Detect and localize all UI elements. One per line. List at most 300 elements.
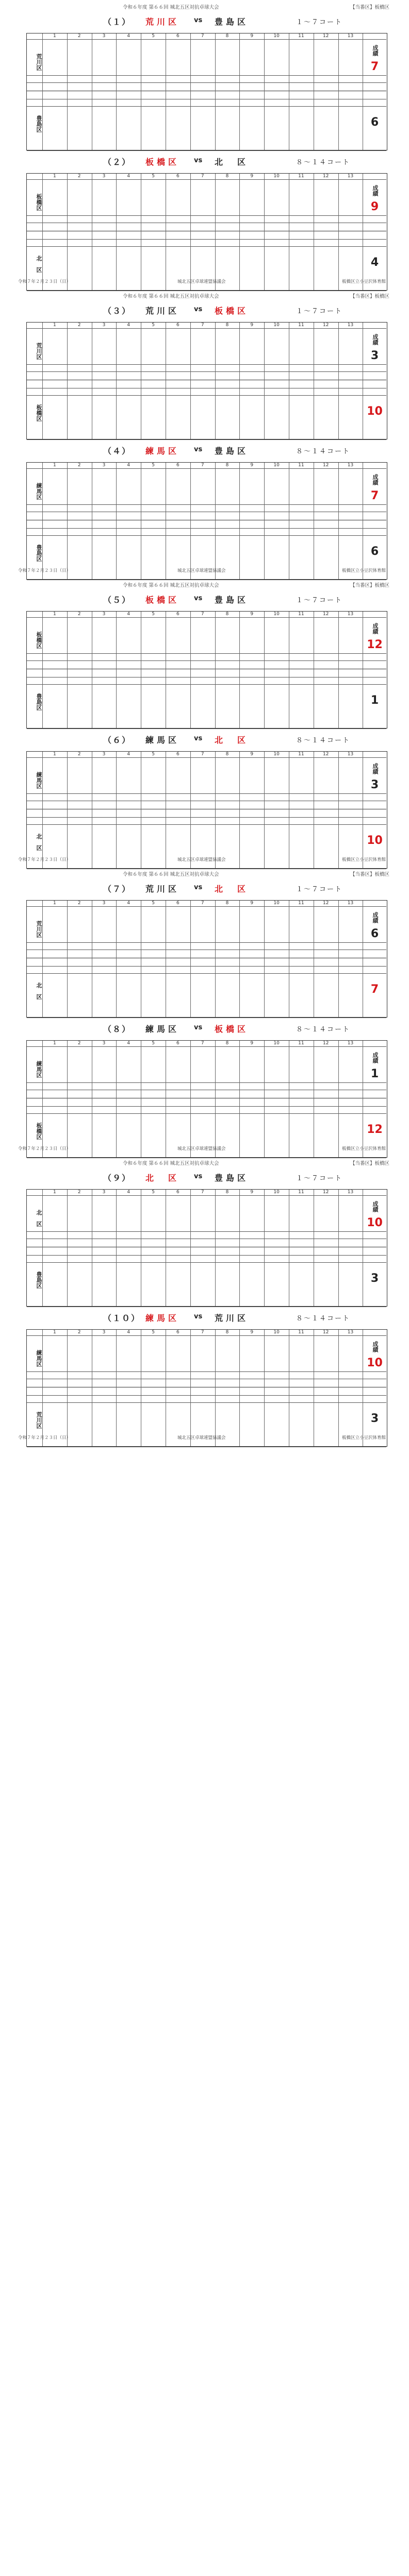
table-column-divider bbox=[190, 901, 191, 1017]
table-column-divider bbox=[116, 1330, 117, 1446]
column-number: 1 bbox=[53, 463, 56, 468]
column-number: 4 bbox=[127, 612, 130, 617]
table-column-divider bbox=[239, 752, 240, 868]
table-column-divider bbox=[190, 752, 191, 868]
table-row bbox=[27, 661, 386, 669]
column-number: 9 bbox=[250, 1041, 254, 1046]
table-column-divider bbox=[239, 612, 240, 728]
column-number: 9 bbox=[250, 174, 254, 179]
match-title bbox=[0, 733, 409, 746]
venue-name: 板橋区立小豆沢体育館 bbox=[341, 1435, 386, 1440]
table-column-divider bbox=[42, 174, 43, 290]
column-number: 12 bbox=[322, 1330, 329, 1335]
result-label: 成績 bbox=[372, 334, 379, 345]
table-row bbox=[27, 529, 386, 536]
organizer-name: 城北五区卓球連盟協議会 bbox=[177, 1146, 226, 1151]
table-row bbox=[27, 1396, 386, 1403]
column-number: 1 bbox=[53, 612, 56, 617]
column-number: 10 bbox=[273, 323, 280, 328]
column-number: 5 bbox=[152, 323, 155, 328]
team-b-score: 6 bbox=[370, 116, 379, 129]
table-column-divider bbox=[190, 323, 191, 439]
organizer-name: 城北五区卓球連盟協議会 bbox=[177, 857, 226, 862]
column-number: 10 bbox=[273, 1330, 280, 1335]
organizer-name: 城北五区卓球連盟協議会 bbox=[177, 1435, 226, 1440]
team-a-label: 荒川区 bbox=[36, 342, 42, 360]
match-title bbox=[0, 882, 409, 895]
host-ward-tag: 【当番区】板橋区 bbox=[350, 583, 389, 588]
score-table bbox=[26, 1189, 387, 1307]
table-column-divider bbox=[42, 752, 43, 868]
table-column-divider bbox=[67, 1330, 68, 1446]
match-number: （１） bbox=[103, 17, 132, 27]
score-table bbox=[26, 33, 387, 150]
column-number: 3 bbox=[102, 612, 106, 617]
column-number: 11 bbox=[298, 33, 304, 39]
match-title bbox=[0, 14, 409, 28]
column-number: 1 bbox=[53, 323, 56, 328]
column-number: 13 bbox=[347, 1190, 354, 1195]
column-number: 6 bbox=[176, 901, 179, 906]
result-label: 成績 bbox=[372, 623, 379, 634]
column-number: 8 bbox=[225, 752, 229, 757]
team-a-name: 練馬区 bbox=[145, 1024, 180, 1034]
table-column-divider bbox=[338, 752, 339, 868]
table-column-divider bbox=[67, 323, 68, 439]
column-number: 4 bbox=[127, 174, 130, 179]
team-a-score: 6 bbox=[370, 927, 379, 940]
team-b-name: 豊島区 bbox=[215, 1173, 249, 1183]
table-row bbox=[27, 40, 386, 76]
column-number: 10 bbox=[273, 752, 280, 757]
table-column-divider bbox=[338, 174, 339, 290]
team-b-score: 7 bbox=[370, 983, 379, 996]
column-number: 5 bbox=[152, 1190, 155, 1195]
table-column-divider bbox=[67, 1190, 68, 1306]
column-number: 12 bbox=[322, 463, 329, 468]
team-b-label: 板橋区 bbox=[36, 1122, 42, 1140]
table-column-divider bbox=[264, 33, 265, 150]
column-number: 3 bbox=[102, 463, 106, 468]
column-number: 13 bbox=[347, 752, 354, 757]
table-column-divider bbox=[116, 1190, 117, 1306]
column-number: 3 bbox=[102, 323, 106, 328]
score-table bbox=[26, 462, 387, 580]
column-number: 11 bbox=[298, 323, 304, 328]
table-row bbox=[27, 618, 386, 654]
team-b-label: 荒川区 bbox=[36, 1411, 42, 1429]
table-column-divider bbox=[338, 33, 339, 150]
vs-label: vs bbox=[194, 1173, 203, 1180]
column-number: 11 bbox=[298, 752, 304, 757]
column-number: 6 bbox=[176, 752, 179, 757]
team-a-score: 7 bbox=[370, 489, 379, 502]
match-title bbox=[0, 444, 409, 457]
table-column-divider bbox=[116, 612, 117, 728]
sheet-header bbox=[0, 3, 409, 12]
team-a-label: 板橋区 bbox=[36, 193, 42, 211]
column-number: 1 bbox=[53, 1190, 56, 1195]
result-label: 成績 bbox=[372, 1052, 379, 1063]
table-row bbox=[27, 1247, 386, 1256]
match-number: （９） bbox=[103, 1173, 132, 1183]
column-number: 2 bbox=[77, 33, 81, 39]
table-column-divider bbox=[239, 174, 240, 290]
column-number: 13 bbox=[347, 612, 354, 617]
column-number: 3 bbox=[102, 752, 106, 757]
table-row bbox=[27, 943, 386, 950]
table-column-divider bbox=[239, 1041, 240, 1157]
table-row bbox=[27, 967, 386, 974]
column-number: 1 bbox=[53, 33, 56, 39]
column-number: 12 bbox=[322, 1190, 329, 1195]
score-table bbox=[26, 611, 387, 728]
column-number: 4 bbox=[127, 901, 130, 906]
table-column-divider bbox=[338, 1190, 339, 1306]
column-number: 3 bbox=[102, 33, 106, 39]
court-range: ８～１４コート bbox=[296, 448, 351, 455]
team-a-score: 10 bbox=[367, 1216, 383, 1229]
column-number: 11 bbox=[298, 612, 304, 617]
sheet-page bbox=[0, 578, 409, 867]
column-number: 10 bbox=[273, 33, 280, 39]
table-column-divider bbox=[215, 1330, 216, 1446]
table-column-divider bbox=[116, 463, 117, 579]
table-row bbox=[27, 1387, 386, 1396]
tournament-title: 令和６年度 第６６回 城北五区対抗卓球大会 bbox=[123, 583, 219, 588]
table-row bbox=[27, 974, 386, 1018]
vs-label: vs bbox=[194, 446, 203, 453]
column-number: 1 bbox=[53, 752, 56, 757]
column-number: 3 bbox=[102, 1041, 106, 1046]
column-number: 7 bbox=[201, 901, 204, 906]
column-number: 1 bbox=[53, 174, 56, 179]
column-number: 4 bbox=[127, 323, 130, 328]
match-number: （８） bbox=[103, 1024, 132, 1034]
table-row bbox=[27, 99, 386, 107]
column-number: 13 bbox=[347, 33, 354, 39]
team-a-label: 板橋区 bbox=[36, 631, 42, 649]
sheet-footer bbox=[0, 1434, 409, 1443]
table-column-divider bbox=[215, 323, 216, 439]
team-a-score: 10 bbox=[367, 1357, 383, 1369]
table-row bbox=[27, 388, 386, 396]
table-column-divider bbox=[42, 463, 43, 579]
result-label: 成績 bbox=[372, 763, 379, 774]
team-a-score: 12 bbox=[367, 638, 383, 651]
table-column-divider bbox=[67, 752, 68, 868]
event-date: 令和７年２月２３日（日） bbox=[18, 1146, 71, 1151]
column-number: 2 bbox=[77, 1190, 81, 1195]
table-row bbox=[27, 512, 386, 520]
team-b-name: 北 区 bbox=[215, 884, 249, 894]
tournament-title: 令和６年度 第６６回 城北五区対抗卓球大会 bbox=[123, 5, 219, 10]
table-column-divider bbox=[42, 1041, 43, 1157]
team-a-name: 荒川区 bbox=[145, 306, 180, 316]
table-column-divider bbox=[264, 463, 265, 579]
column-number: 2 bbox=[77, 323, 81, 328]
table-row bbox=[27, 91, 386, 99]
column-number: 7 bbox=[201, 174, 204, 179]
host-ward-tag: 【当番区】板橋区 bbox=[350, 294, 389, 299]
table-column-divider bbox=[42, 33, 43, 150]
table-row bbox=[27, 1098, 386, 1107]
sheet-footer bbox=[0, 1145, 409, 1154]
table-column-divider bbox=[215, 901, 216, 1017]
column-number: 10 bbox=[273, 463, 280, 468]
score-table bbox=[26, 751, 387, 869]
match-number: （７） bbox=[103, 884, 132, 894]
column-number: 11 bbox=[298, 1041, 304, 1046]
column-number: 5 bbox=[152, 33, 155, 39]
column-number: 9 bbox=[250, 463, 254, 468]
team-b-score: 12 bbox=[367, 1123, 383, 1136]
column-number: 3 bbox=[102, 1190, 106, 1195]
table-column-divider bbox=[67, 33, 68, 150]
result-label: 成績 bbox=[372, 474, 379, 485]
table-row bbox=[27, 1256, 386, 1263]
match-number: （１０） bbox=[103, 1313, 141, 1323]
sheet-page bbox=[0, 289, 409, 578]
host-ward-tag: 【当番区】板橋区 bbox=[350, 5, 389, 10]
court-range: １～７コート bbox=[296, 308, 343, 315]
column-number: 13 bbox=[347, 901, 354, 906]
table-row bbox=[27, 1083, 386, 1090]
table-column-divider bbox=[264, 612, 265, 728]
match-title bbox=[0, 303, 409, 317]
table-column-divider bbox=[264, 1190, 265, 1306]
score-table bbox=[26, 900, 387, 1018]
column-number: 13 bbox=[347, 174, 354, 179]
column-number: 5 bbox=[152, 174, 155, 179]
table-column-divider bbox=[239, 1330, 240, 1446]
sheet-header bbox=[0, 581, 409, 590]
column-number: 4 bbox=[127, 33, 130, 39]
column-number: 12 bbox=[322, 33, 329, 39]
table-row bbox=[27, 469, 386, 505]
organizer-name: 城北五区卓球連盟協議会 bbox=[177, 568, 226, 573]
table-column-divider bbox=[215, 1041, 216, 1157]
table-column-divider bbox=[215, 174, 216, 290]
column-number: 5 bbox=[152, 901, 155, 906]
table-column-divider bbox=[116, 174, 117, 290]
venue-name: 板橋区立小豆沢体育館 bbox=[341, 857, 386, 862]
column-number: 6 bbox=[176, 323, 179, 328]
column-number: 10 bbox=[273, 1190, 280, 1195]
table-row bbox=[27, 801, 386, 809]
match-block bbox=[0, 14, 409, 152]
table-row bbox=[27, 1047, 386, 1083]
team-b-name: 板橋区 bbox=[215, 1024, 249, 1034]
column-number: 3 bbox=[102, 174, 106, 179]
vs-label: vs bbox=[194, 16, 203, 24]
match-title bbox=[0, 1311, 409, 1324]
sheet-page bbox=[0, 867, 409, 1156]
sheet-header bbox=[0, 870, 409, 879]
team-b-label: 豊島区 bbox=[36, 544, 42, 562]
team-a-label: 練馬区 bbox=[36, 771, 42, 789]
tournament-title: 令和６年度 第６６回 城北五区対抗卓球大会 bbox=[123, 1161, 219, 1166]
match-block bbox=[0, 733, 409, 871]
table-row bbox=[27, 396, 386, 440]
result-label: 成績 bbox=[372, 45, 379, 56]
table-column-divider bbox=[239, 463, 240, 579]
table-column-divider bbox=[116, 323, 117, 439]
column-number: 2 bbox=[77, 1041, 81, 1046]
table-row bbox=[27, 1107, 386, 1114]
column-number: 13 bbox=[347, 1330, 354, 1335]
team-b-name: 豊島区 bbox=[215, 595, 249, 605]
team-b-name: 豊島区 bbox=[215, 17, 249, 27]
score-table bbox=[26, 322, 387, 439]
court-range: １～７コート bbox=[296, 1175, 343, 1182]
court-range: ８～１４コート bbox=[296, 737, 351, 744]
table-column-divider bbox=[190, 1330, 191, 1446]
column-number: 11 bbox=[298, 174, 304, 179]
column-number: 10 bbox=[273, 901, 280, 906]
column-number: 6 bbox=[176, 612, 179, 617]
host-ward-tag: 【当番区】板橋区 bbox=[350, 1161, 389, 1166]
table-column-divider bbox=[264, 1041, 265, 1157]
team-a-label: 荒川区 bbox=[36, 920, 42, 938]
match-title bbox=[0, 1022, 409, 1035]
column-number: 12 bbox=[322, 1041, 329, 1046]
score-table bbox=[26, 173, 387, 291]
table-column-divider bbox=[338, 463, 339, 579]
table-column-divider bbox=[264, 901, 265, 1017]
match-number: （６） bbox=[103, 735, 132, 745]
team-a-label: 練馬区 bbox=[36, 1349, 42, 1367]
column-number: 8 bbox=[225, 174, 229, 179]
table-row bbox=[27, 818, 386, 825]
table-row bbox=[27, 1090, 386, 1098]
team-a-label: 北 区 bbox=[36, 1209, 42, 1227]
column-number: 13 bbox=[347, 1041, 354, 1046]
court-range: ８～１４コート bbox=[296, 1026, 351, 1033]
column-number: 2 bbox=[77, 901, 81, 906]
team-b-name: 荒川区 bbox=[215, 1313, 249, 1323]
table-row bbox=[27, 1239, 386, 1247]
table-row bbox=[27, 240, 386, 247]
team-b-score: 6 bbox=[370, 545, 379, 558]
column-number: 12 bbox=[322, 752, 329, 757]
court-range: １～７コート bbox=[296, 886, 343, 893]
column-number: 1 bbox=[53, 901, 56, 906]
column-number: 3 bbox=[102, 901, 106, 906]
table-column-divider bbox=[42, 1190, 43, 1306]
table-row bbox=[27, 958, 386, 967]
vs-label: vs bbox=[194, 306, 203, 313]
table-column-divider bbox=[239, 901, 240, 1017]
column-number: 7 bbox=[201, 33, 204, 39]
team-b-name: 北 区 bbox=[215, 157, 249, 167]
team-b-score: 4 bbox=[370, 256, 379, 269]
column-number: 9 bbox=[250, 33, 254, 39]
table-column-divider bbox=[42, 612, 43, 728]
table-column-divider bbox=[338, 1330, 339, 1446]
match-title bbox=[0, 155, 409, 168]
event-date: 令和７年２月２３日（日） bbox=[18, 568, 71, 573]
event-date: 令和７年２月２３日（日） bbox=[18, 857, 71, 862]
table-column-divider bbox=[42, 323, 43, 439]
event-date: 令和７年２月２３日（日） bbox=[18, 279, 71, 284]
table-row bbox=[27, 1232, 386, 1239]
team-b-score: 3 bbox=[370, 1272, 379, 1285]
table-column-divider bbox=[338, 901, 339, 1017]
team-a-label: 練馬区 bbox=[36, 482, 42, 500]
table-column-divider bbox=[190, 33, 191, 150]
table-column-divider bbox=[215, 463, 216, 579]
column-number: 1 bbox=[53, 1041, 56, 1046]
sheet-page bbox=[0, 1156, 409, 1445]
table-row bbox=[27, 520, 386, 529]
table-row bbox=[27, 685, 386, 729]
result-label: 成績 bbox=[372, 1341, 379, 1352]
table-column-divider bbox=[116, 1041, 117, 1157]
table-row bbox=[27, 809, 386, 818]
table-row bbox=[27, 365, 386, 372]
table-column-divider bbox=[190, 1190, 191, 1306]
team-b-label: 北 区 bbox=[36, 982, 42, 999]
team-a-score: 1 bbox=[370, 1067, 379, 1080]
team-b-label: 板橋区 bbox=[36, 404, 42, 421]
sheet-footer bbox=[0, 278, 409, 286]
team-b-label: 豊島区 bbox=[36, 115, 42, 132]
table-row bbox=[27, 758, 386, 794]
team-b-label: 北 区 bbox=[36, 255, 42, 273]
team-a-score: 9 bbox=[370, 200, 379, 213]
court-range: １～７コート bbox=[296, 597, 343, 604]
table-column-divider bbox=[239, 33, 240, 150]
vs-label: vs bbox=[194, 1313, 203, 1320]
table-row bbox=[27, 223, 386, 231]
column-number: 2 bbox=[77, 463, 81, 468]
sheet-footer bbox=[0, 567, 409, 575]
column-number: 2 bbox=[77, 174, 81, 179]
match-block bbox=[0, 303, 409, 442]
venue-name: 板橋区立小豆沢体育館 bbox=[341, 568, 386, 573]
team-b-name: 板橋区 bbox=[215, 306, 249, 316]
team-a-name: 板橋区 bbox=[145, 157, 180, 167]
table-column-divider bbox=[67, 612, 68, 728]
team-b-score: 10 bbox=[367, 834, 383, 847]
column-number: 12 bbox=[322, 323, 329, 328]
column-number: 6 bbox=[176, 33, 179, 39]
column-number: 4 bbox=[127, 1330, 130, 1335]
table-row bbox=[27, 107, 386, 151]
column-number: 8 bbox=[225, 612, 229, 617]
column-number: 4 bbox=[127, 1190, 130, 1195]
column-number: 7 bbox=[201, 1330, 204, 1335]
score-table bbox=[26, 1040, 387, 1158]
column-number: 1 bbox=[53, 1330, 56, 1335]
table-row bbox=[27, 1379, 386, 1387]
team-b-label: 北 区 bbox=[36, 833, 42, 851]
team-b-name: 北 区 bbox=[215, 735, 249, 745]
column-number: 9 bbox=[250, 752, 254, 757]
event-date: 令和７年２月２３日（日） bbox=[18, 1435, 71, 1440]
team-b-score: 3 bbox=[370, 1412, 379, 1425]
column-number: 8 bbox=[225, 1190, 229, 1195]
table-column-divider bbox=[264, 174, 265, 290]
team-a-label: 荒川区 bbox=[36, 53, 42, 71]
column-number: 9 bbox=[250, 1330, 254, 1335]
column-number: 8 bbox=[225, 323, 229, 328]
vs-label: vs bbox=[194, 595, 203, 602]
table-row bbox=[27, 1196, 386, 1232]
team-a-name: 荒川区 bbox=[145, 884, 180, 894]
table-column-divider bbox=[338, 1041, 339, 1157]
